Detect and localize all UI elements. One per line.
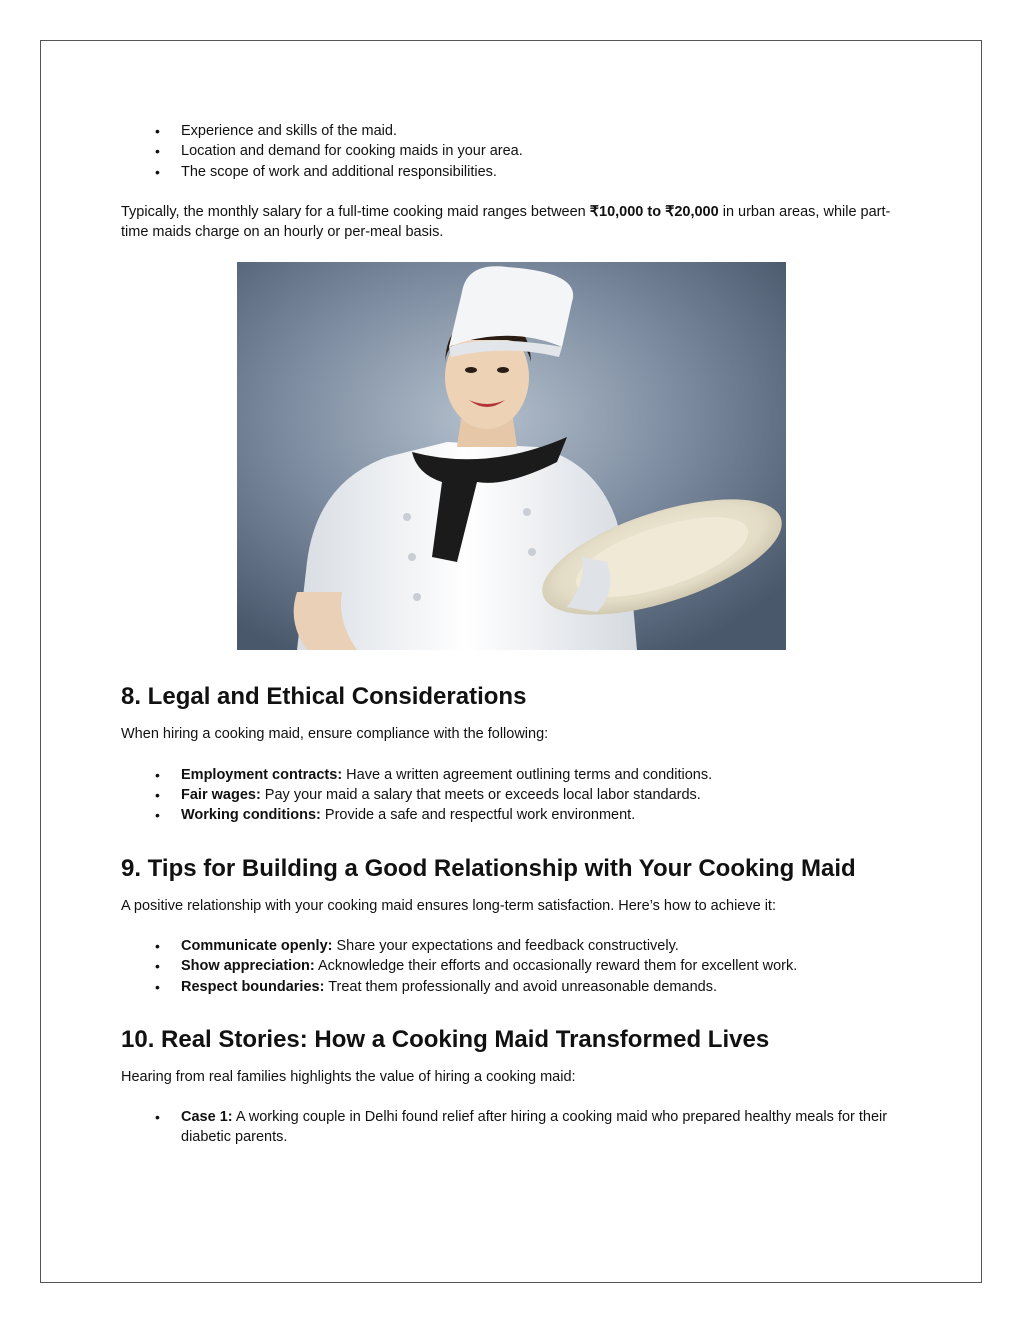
list-item: • Working conditions: Provide a safe and respectful work environment. <box>121 805 901 825</box>
bullet-icon: • <box>155 978 160 995</box>
bullet-icon: • <box>155 937 160 954</box>
bullet-icon: • <box>155 766 160 783</box>
section-9-intro: A positive relationship with your cooking maid ensures long-term satisfaction. Here’s how to achieve it: <box>121 897 776 914</box>
list-item: • Fair wages: Pay your maid a salary that meets or exceeds local labor standards. <box>121 785 901 805</box>
bullet-icon: • <box>155 787 160 804</box>
section-8-heading: 8. Legal and Ethical Considerations <box>121 683 527 711</box>
section-10-list <box>121 1107 901 1148</box>
section-8-intro: When hiring a cooking maid, ensure compliance with the following: <box>121 726 549 743</box>
section-8-list <box>121 765 901 826</box>
list-item: • Communicate openly: Share your expectations and feedback constructively. <box>121 936 901 956</box>
list-item: • Experience and skills of the maid. <box>121 121 901 141</box>
factors-list <box>121 121 901 182</box>
section-10-intro: Hearing from real families highlights the value of hiring a cooking maid: <box>121 1068 576 1085</box>
list-item: • Show appreciation: Acknowledge their efforts and occasionally reward them for excellent work. <box>121 956 901 976</box>
section-9-heading: 9. Tips for Building a Good Relationship with Your Cooking Maid <box>121 854 856 882</box>
list-item: • Respect boundaries: Treat them professionally and avoid unreasonable demands. <box>121 977 901 997</box>
list-item: • The scope of work and additional responsibilities. <box>121 162 901 182</box>
document-body <box>121 121 901 1148</box>
bullet-icon: • <box>155 807 160 824</box>
chef-woman-holding-plate-photo <box>237 262 786 650</box>
bullet-icon: • <box>155 1109 160 1126</box>
bullet-icon: • <box>155 163 160 180</box>
bullet-icon: • <box>155 958 160 975</box>
list-item: • Location and demand for cooking maids in your area. <box>121 141 901 161</box>
salary-range: ₹10,000 to ₹20,000 <box>589 203 719 220</box>
bullet-icon: • <box>155 123 160 139</box>
section-10-heading: 10. Real Stories: How a Cooking Maid Transformed Lives <box>121 1025 770 1053</box>
list-item: • Employment contracts: Have a written agreement outlining terms and conditions. <box>121 765 901 785</box>
list-item: • Case 1: A working couple in Delhi found relief after hiring a cooking maid who prepared healthy meals for their diabetic parents. <box>155 1109 888 1146</box>
bullet-icon: • <box>155 143 160 160</box>
salary-paragraph: Typically, the monthly salary for a full-time cooking maid ranges between ₹10,000 to ₹20,000 in urban areas, while part-time maids charge on an hourly or per-meal basis. <box>121 203 891 241</box>
section-9-list <box>121 936 901 997</box>
